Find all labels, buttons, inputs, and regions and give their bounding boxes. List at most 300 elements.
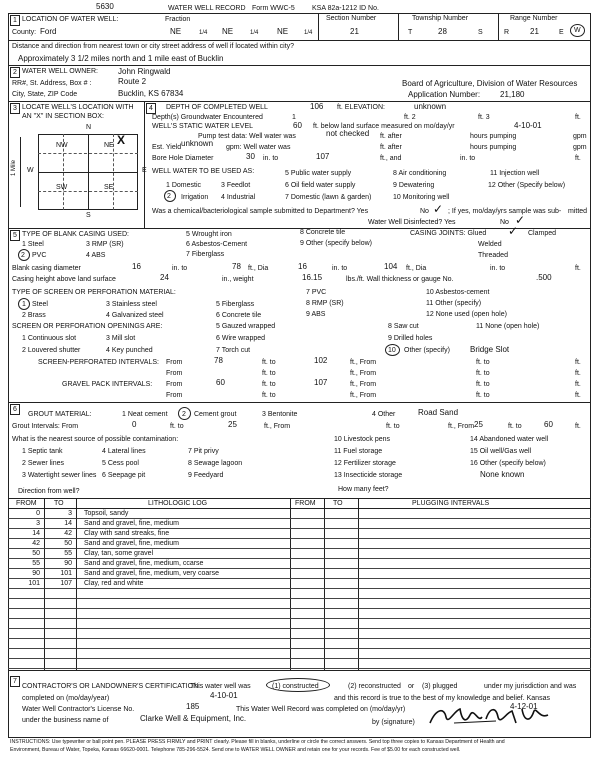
screen-12: 12 None used (open hole) [426,311,507,318]
grout-2-num: 2 [182,411,186,418]
table-row-line [8,608,591,609]
log-to: 14 [64,520,72,527]
township-s: S [478,29,483,36]
license-label: Water Well Contractor's License No. [22,706,135,713]
log-from: 3 [36,520,40,527]
sample-if-yes: ; If yes, mo/day/yrs sample was sub- [448,208,562,215]
option-or: or [408,683,415,690]
table-row-line [8,518,591,519]
address-label: RR#, St. Address, Box # : [12,80,92,87]
section-3-number: 3 [10,103,20,114]
use-10: 10 Monitoring well [393,194,450,201]
grout-4: 4 Other [372,411,396,418]
log-from: 90 [32,570,40,577]
bore-in-to: in. to [263,155,279,162]
perf-ft-2: ft. [575,370,581,377]
gravel-to-value: 107 [314,378,328,387]
yield-gpm: gpm: Well water was [226,144,291,151]
dash [38,153,138,154]
perf-from-value: 78 [214,356,223,365]
grout-from-value-2: 25 [474,420,483,429]
gravel-ft: ft. [575,381,581,388]
grout-to-value-2: 60 [544,420,553,429]
range-w: W [574,27,581,34]
grout-ft-to-3: ft. to [508,423,522,430]
use-3: 3 Feedlot [221,182,251,189]
log-to: 90 [64,560,72,567]
casing-3: 3 RMP (SR) [86,241,124,248]
grout-ft-to: ft. to [170,423,184,430]
city-label: City, State, ZIP Code [12,91,78,98]
log-from: 0 [36,510,40,517]
log-header-plug-to: TO [333,500,343,507]
casing-8: 8 Concrete tile [300,229,346,236]
log-header-plug-from: FROM [295,500,316,507]
groundwater-3: ft. 3 [478,114,490,121]
contam-2: 2 Sewer lines [22,460,65,467]
table-row-line [8,628,591,629]
screen-1-num: 1 [22,301,26,308]
screen-8: 8 RMP (SR) [306,300,344,307]
contam-13: 13 Insecticide storage [334,472,403,479]
gravel-ft-to-3: ft. to [262,392,276,399]
use-8: 8 Air conditioning [393,170,447,177]
bore-ft-and: ft., and [380,155,402,162]
contam-14: 14 Abandoned water well [470,436,549,443]
city-value: Bucklin, KS 67834 [118,89,184,98]
pump-gpm: gpm [573,133,587,140]
mile-scale [20,137,21,207]
casing-height-label: Casing height above land surface [12,276,116,283]
table-bottom-line [8,670,591,671]
quarter-2: 1/4 [250,30,259,36]
divider [144,101,145,228]
grout-3: 3 Bentonite [262,411,298,418]
table-row-line [8,548,591,549]
log-header-to: TO [54,500,64,507]
township-label: Township Number [412,15,469,22]
elevation-label: ft. ELEVATION: [337,104,385,111]
casing-2: PVC [32,252,47,259]
completed-value: 4-10-01 [210,691,238,700]
log-description: Sand and gravel, fine, medium, ccarse [84,560,204,567]
bore-ft: ft. [575,155,581,162]
log-description: Clay, tan, some gravel [84,550,154,557]
static-level-value: 60 [293,121,302,130]
record-true-text: and this record is true to the best of my knowledge and belief. Kansas [334,695,550,702]
casing-height-value: 24 [160,273,169,282]
perf-from-label: From [166,359,183,366]
casing-ft: ft. [575,265,581,272]
contam-5: 5 Cess pool [102,460,139,467]
depth-label: DEPTH OF COMPLETED WELL [166,104,268,111]
screen-material-label: TYPE OF SCREEN OR PERFORATION MATERIAL: [12,289,176,296]
use-7: 7 Domestic (lawn & garden) [285,194,372,201]
gravel-ft-2: ft. [575,392,581,399]
table-row-line [8,658,591,659]
fraction-label: Fraction [165,16,191,23]
section-7-number: 7 [10,676,20,687]
opening-7: 7 Torch cut [216,347,251,354]
range-e: E [559,29,564,36]
county-label: County: [12,29,37,36]
screen-7: 7 PVC [306,289,327,296]
range-r: R [504,29,510,36]
table-row-line [8,568,591,569]
casing-9: 9 Other (specify below) [300,240,372,247]
screen-3: 3 Stainless steel [106,301,157,308]
use-9: 9 Dewatering [393,182,435,189]
grout-2: Cement grout [194,411,237,418]
log-to: 101 [60,570,72,577]
quadrant-ne: NE [104,142,114,149]
log-from: 42 [32,540,40,547]
screen-2: 2 Brass [22,312,46,319]
yield-label: Est. Yield [152,144,182,151]
fraction-1: NE [170,27,182,36]
perf-ft-to-3: ft. to [262,370,276,377]
table-row-line [8,598,591,599]
log-header-plugging: PLUGGING INTERVALS [412,500,490,507]
use-2-num: 2 [167,193,171,200]
perf-intervals-label: SCREEN-PERFORATED INTERVALS: [38,359,159,366]
gravel-ft-from-2: ft., From [350,392,377,399]
form-title: WATER WELL RECORD [168,5,246,12]
quadrant-nw: NW [56,142,68,149]
grout-1: 1 Neat cement [122,411,168,418]
screen-6: 6 Concrete tile [216,312,262,319]
static-level-label: WELL'S STATIC WATER LEVEL [152,123,254,130]
opening-11: 11 None (open hole) [476,323,540,330]
table-row-line [8,578,591,579]
casing-weight-value: 16.15 [302,273,323,282]
use-12: 12 Other (Specify below) [488,182,566,189]
opening-5: 5 Gauzed wrapped [216,323,276,330]
table-col-line [290,498,291,670]
use-4: 4 Industrial [221,194,256,201]
contam-1: 1 Septic tank [22,448,63,455]
location-x-mark: X [117,133,126,147]
groundwater-1: 1 [292,114,296,121]
locate-title-2: AN "X" IN SECTION BOX: [22,113,104,120]
table-top-line [8,498,591,499]
casing-5: 5 Wrought iron [186,231,232,238]
section-box-hline [38,172,138,173]
instructions-line-1: INSTRUCTIONS: Use typewriter or ball point pen. PLEASE PRESS FIRMLY and PRINT clearly. Please fill in blanks, underline or circle the correct answers. Send top three copies to Kansas Department of Health and [10,739,505,745]
openings-label: SCREEN OR PERFORATION OPENINGS ARE: [12,323,163,330]
use-5: 5 Public water supply [285,170,352,177]
form-top-number: 5630 [96,2,114,11]
log-from: 50 [32,550,40,557]
signature-label: by (signature) [372,719,415,726]
grout-ft: ft. [575,423,581,430]
divider [498,13,499,40]
section-5-number: 5 [10,230,20,241]
table-row-line [8,528,591,529]
yield-hours: hours pumping [470,144,517,151]
divider [8,40,591,41]
completed-label: completed on (mo/day/year) [22,695,110,702]
casing-1: 1 Steel [22,241,44,248]
log-header-lithologic: LITHOLOGIC LOG [148,500,208,507]
casing-gauge-value: .500 [536,273,552,282]
instructions-line-2: Environment, Bureau of Water, Topeka, Kansas 66620-0001. Telephone 785-296-5524. Send one to WATER WELL OWNER and retain one for your records. Fee of $5.00 for each constructed well. [10,747,461,753]
perf-ft-from-2: ft., From [350,370,377,377]
grout-to-value: 25 [228,420,237,429]
how-many-feet-label: How many feet? [338,486,389,493]
ksa-id-label: KSA 82a-1212 ID No. [312,5,379,12]
license-value: 185 [186,702,200,711]
direction-label: Direction from well? [18,488,80,495]
opening-10: Other (specify) [404,347,450,354]
log-to: 50 [64,540,72,547]
business-label: under the business name of [22,717,109,724]
gravel-from-label: From [166,381,183,388]
log-description: Topsoil, sandy [84,510,129,517]
contam-7: 7 Pit privy [188,448,219,455]
log-to: 42 [64,530,72,537]
table-header-line [8,508,591,509]
gravel-ft-to: ft. to [262,381,276,388]
log-to: 55 [64,550,72,557]
gravel-ft-to-2: ft. to [476,381,490,388]
distance-value: Approximately 3 1/2 miles north and 1 mile east of Bucklin [18,54,224,63]
table-col-line [76,498,77,670]
casing-2-num: 2 [21,252,25,259]
groundwater-ft: ft. [575,114,581,121]
contam-8: 8 Sewage lagoon [188,460,243,467]
opening-2: 2 Louvered shutter [22,347,81,354]
section-number-label: Section Number [326,15,377,22]
grout-4-value: Road Sand [418,408,459,417]
joints-welded: Welded [478,241,502,248]
perf-to-value: 102 [314,356,328,365]
groundwater-2: ft. 2 [404,114,416,121]
checkmark-icon: ✓ [508,224,519,238]
opening-9: 9 Drilled holes [388,335,433,342]
joints-clamped: Clamped [528,230,557,237]
contam-16: 16 Other (specify below) [470,460,546,467]
table-row-line [8,588,591,589]
opening-4: 4 Key punched [106,347,153,354]
perf-ft-to-4: ft. to [476,370,490,377]
certification-label: CONTRACTOR'S OR LANDOWNER'S CERTIFICATION: [22,683,201,690]
use-1: 1 Domestic [166,182,202,189]
casing-dia-1: 16 [132,262,141,271]
contam-9: 9 Feedyard [188,472,224,479]
opening-10-num: 10 [388,347,396,354]
casing-in-to: in. to [172,265,188,272]
record-completed-value: 4-12-01 [510,702,538,711]
opening-6: 6 Wire wrapped [216,335,266,342]
option-reconstructed: (2) reconstructed [348,683,401,690]
table-col-line [44,498,45,670]
gravel-from-label-2: From [166,392,183,399]
sample-mitted: mitted [568,208,588,215]
table-row-line [8,648,591,649]
casing-ft-dia-2: ft., Dia [406,265,427,272]
divider [8,402,591,403]
depth-value: 106 [310,102,324,111]
static-level-date: 4-10-01 [514,121,542,130]
grout-ft-from: ft., From [264,423,291,430]
screen-9: 9 ABS [306,311,326,318]
contam-15: 15 Oil well/Gas well [470,448,532,455]
log-header-from: FROM [16,500,37,507]
quadrant-sw: SW [56,184,68,191]
range-value: 21 [530,27,539,36]
use-6: 6 Oil field water supply [285,182,356,189]
county-value: Ford [40,27,57,36]
quarter-3: 1/4 [304,30,313,36]
casing-dia-label: Blank casing diameter [12,265,81,272]
log-from: 14 [32,530,40,537]
casing-label: TYPE OF BLANK CASING USED: [22,231,129,238]
opening-3: 3 Mill slot [106,335,136,342]
casing-lbs-label: lbs./ft. Wall thickness or gauge No. [346,276,454,283]
casing-7: 7 Fiberglass [186,251,225,258]
application-label: Application Number: [408,90,481,99]
township-value: 28 [438,27,447,36]
locate-title-1: LOCATE WELL'S LOCATION WITH [22,104,134,111]
compass-n: N [86,124,92,131]
elevation-value: unknown [414,102,447,111]
township-t: T [408,29,413,36]
casing-in-to-3: in. to [490,265,506,272]
compass-e: E [142,167,147,174]
disinfected-no: No [500,219,509,226]
owner-label: WATER WELL OWNER: [22,68,98,75]
section-2-number: 2 [10,67,20,78]
gravel-label: GRAVEL PACK INTERVALS: [62,381,153,388]
business-value: Clarke Well & Equipment, Inc. [140,714,247,723]
grout-label: GROUT MATERIAL: [28,411,92,418]
use-11: 11 Injection well [490,170,540,177]
opening-8: 8 Saw cut [388,323,419,330]
log-description: Sand and gravel, fine, medium [84,540,179,547]
screen-11: 11 Other (specify) [426,300,482,307]
perf-ft-to: ft. to [262,359,276,366]
contam-other-value: None known [480,470,525,479]
record-completed-label: This Water Well Record was completed on (mo/day/yr) [236,706,406,713]
bore-in-to-2: in. to [460,155,476,162]
static-level-tail: ft. below land surface measured on mo/day/yr [313,123,455,130]
casing-in-to-2: in. to [332,265,348,272]
use-label: WELL WATER TO BE USED AS: [152,168,255,175]
log-description: Clay with sand streaks, fine [84,530,170,537]
bore-label: Bore Hole Diameter [152,155,214,162]
divider [8,65,591,66]
compass-s: S [86,212,91,219]
groundwater-label: Depth(s) Groundwater Encountered [152,114,263,121]
quadrant-se: SE [104,184,114,191]
section-6-number: 6 [10,404,20,415]
log-description: Clay, red and white [84,580,144,587]
table-row-line [8,538,591,539]
perf-ft-from: ft., From [350,359,377,366]
pump-test-value: not checked [326,129,370,138]
range-label: Range Number [510,15,558,22]
contam-6: 6 Seepage pit [102,472,146,479]
address-value: Route 2 [118,77,147,86]
certification-text: This water well was [190,683,251,690]
sample-question: Was a chemical/bacteriological sample submitted to Department? Yes [152,208,369,215]
bore-value-1: 30 [246,152,255,161]
table-col-line [324,498,325,670]
pump-ft-after: ft. after [380,133,402,140]
screen-5: 5 Fiberglass [216,301,255,308]
fraction-3: NE [277,27,289,36]
casing-weight-label: in., weight [222,276,254,283]
opening-10-value: Bridge Slot [470,345,510,354]
casing-dia-1-to: 78 [232,262,241,271]
log-description: Sand and gravel, fine, medium, very coarse [84,570,220,577]
yield-value: unknown [181,139,214,148]
contam-11: 11 Fuel storage [334,448,383,455]
log-description: Sand and gravel, fine, medium [84,520,179,527]
log-from: 55 [32,560,40,567]
checkmark-icon: ✓ [515,213,526,227]
casing-dia-2-to: 104 [384,262,398,271]
checkmark-icon: ✓ [433,202,444,216]
pump-test-label: Pump test data: Well water was [198,133,296,140]
contam-3: 3 Watertight sewer lines [22,472,97,479]
quarter-1: 1/4 [199,30,208,36]
perf-from-label-2: From [166,370,183,377]
opening-1: 1 Continuous slot [22,335,77,342]
screen-1: Steel [32,301,48,308]
section-1-number: 1 [10,15,20,26]
casing-6: 6 Asbestos-Cement [186,241,248,248]
perf-ft-to-2: ft. to [476,359,490,366]
contamination-label: What is the nearest source of possible contamination: [12,436,179,443]
distance-label: Distance and direction from nearest town or city street address of well if located within city? [12,43,295,50]
casing-ft-dia: ft., Dia [248,265,269,272]
certification-tail: under my jurisdiction and was [484,683,577,690]
contam-12: 12 Fertilizer storage [334,460,396,467]
contam-4: 4 Lateral lines [102,448,146,455]
board-label: Board of Agriculture, Division of Water Resources [402,79,578,88]
perf-ft: ft. [575,359,581,366]
divider [318,13,319,40]
signature-image [426,703,554,729]
compass-w: W [27,167,34,174]
option-plugged: (3) plugged [422,683,458,690]
log-to: 107 [60,580,72,587]
table-row-line [8,638,591,639]
grout-intervals-label: Grout Intervals: From [12,423,79,430]
log-from: 101 [28,580,40,587]
yield-ft-after: ft. after [380,144,402,151]
log-to: 3 [68,510,72,517]
location-label: LOCATION OF WATER WELL: [22,16,119,23]
table-col-line [358,498,359,670]
yield-gpm-end: gpm [573,144,587,151]
grout-ft-to-2: ft. to [386,423,400,430]
screen-4: 4 Galvanized steel [106,312,164,319]
gravel-ft-to-4: ft. to [476,392,490,399]
pump-hours: hours pumping [470,133,517,140]
contam-10: 10 Livestock pens [334,436,391,443]
mile-label: 1 Mile [11,159,18,177]
casing-joints-label: CASING JOINTS: Glued [410,230,487,237]
divider [8,101,591,102]
divider [398,13,399,40]
fraction-2: NE [222,27,234,36]
screen-10: 10 Asbestos-cement [426,289,490,296]
use-2: Irrigation [181,194,209,201]
section-number-value: 21 [350,27,359,36]
